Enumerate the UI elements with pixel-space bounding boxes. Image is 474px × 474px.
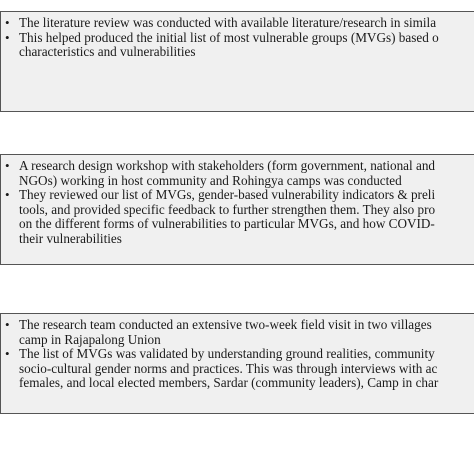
bullet-text <box>19 188 435 246</box>
text-line: The research team conducted an extensive two-week field visit in two villages <box>19 317 432 332</box>
text-line: The list of MVGs was validated by understanding ground realities, community <box>19 346 435 361</box>
bullet-item <box>5 31 474 60</box>
bullet-item <box>5 188 474 246</box>
bullet-text <box>19 159 435 188</box>
bullet-text <box>19 347 438 391</box>
bullet-icon: • <box>5 158 10 173</box>
text-line: camp in Rajapalong Union <box>19 331 161 347</box>
text-line: The literature review was conducted with available literature/research in simila <box>19 15 437 30</box>
bullet-item <box>5 16 474 31</box>
bullet-icon: • <box>5 15 10 30</box>
text-line: on the different forms of vulnerabilities to particular MVGs, and how COVID- <box>19 216 435 231</box>
text-line: NGOs) working in host community and Rohingya camps was conducted <box>19 172 402 188</box>
bullet-text <box>19 318 432 347</box>
text-line: They reviewed our list of MVGs, gender-based vulnerability indicators & preli <box>19 187 436 202</box>
bullet-item <box>5 347 474 391</box>
bullet-text <box>19 16 436 31</box>
bullet-icon: • <box>5 317 10 332</box>
text-line: characteristics and vulnerabilities <box>19 44 196 59</box>
bullet-icon: • <box>5 346 10 361</box>
bullet-item <box>5 318 474 347</box>
text-line: their vulnerabilities <box>19 230 122 246</box>
text-line: socio-cultural gender norms and practices. This was through interviews with ac <box>19 360 438 376</box>
process-box-literature-review <box>0 11 474 112</box>
bullet-icon: • <box>5 29 10 45</box>
bullet-icon: • <box>5 187 10 202</box>
bullet-text <box>19 31 439 60</box>
bullet-item <box>5 159 474 188</box>
text-line: This helped produced the initial list of most vulnerable groups (MVGs) based o <box>19 29 439 45</box>
text-line: tools, and provided specific feedback to further strengthen them. They also pro <box>19 201 436 217</box>
process-box-field-visit <box>0 313 474 414</box>
text-line: females, and local elected members, Sardar (community leaders), Camp in char <box>19 375 439 390</box>
process-box-research-design-workshop <box>0 154 474 265</box>
text-line: A research design workshop with stakeholders (form government, national and <box>19 158 436 173</box>
